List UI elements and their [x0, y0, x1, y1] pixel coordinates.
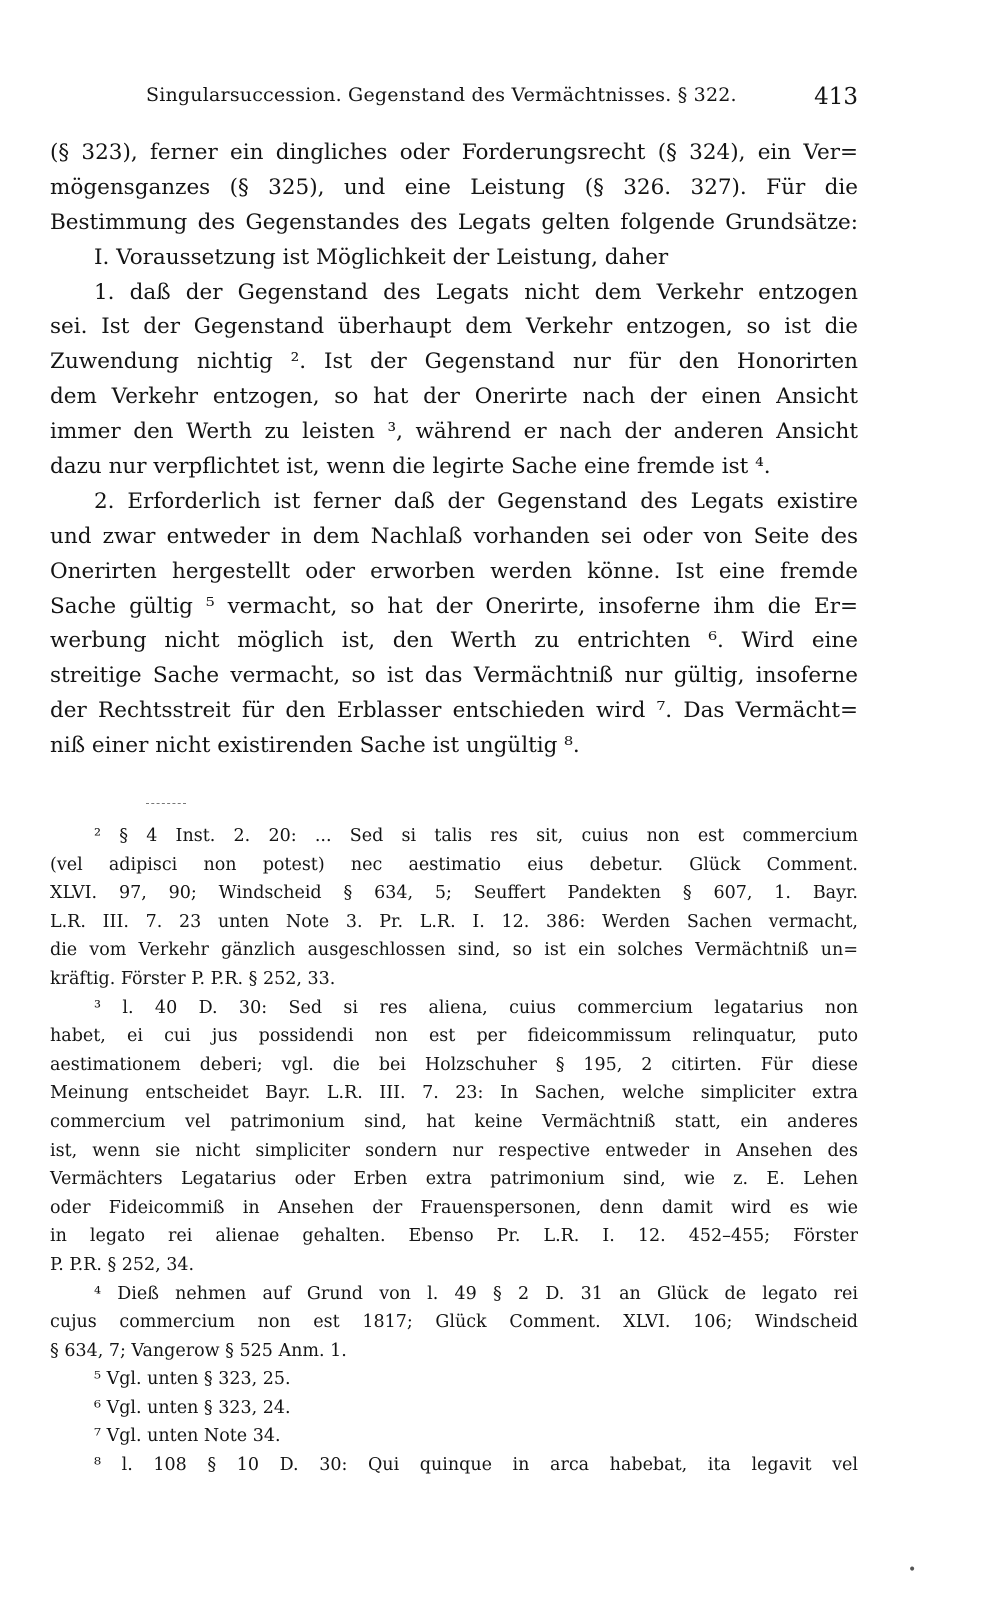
footnote-line: ⁴ Dieß nehmen auf Grund von l. 49 § 2 D. 31 an Glück de legato rei: [94, 1283, 858, 1304]
text-line: dazu nur verpflichtet ist, wenn die legirte Sache eine fremde ist ⁴.: [50, 454, 771, 480]
footnote-line: die vom Verkehr gänzlich ausgeschlossen sind, so ist ein solches Vermächtniß un=: [50, 940, 858, 961]
footnote-line: Vermächters Legatarius oder Erben extra patrimonium sind, wie z. E. Lehen: [50, 1169, 858, 1190]
page-number: 413: [814, 84, 858, 110]
text-line: (§ 323), ferner ein dingliches oder Forderungsrecht (§ 324), ein Ver=: [50, 140, 858, 165]
text-line: und zwar entweder in dem Nachlaß vorhanden sei oder von Seite des: [50, 523, 858, 549]
text-line: immer den Werth zu leisten ³, während er nach der anderen Ansicht: [50, 419, 858, 445]
text-line: niß einer nicht existirenden Sache ist ungültig ⁸.: [50, 733, 580, 759]
text-line: mögensganzes (§ 325), und eine Leistung (§ 326. 327). Für die: [50, 174, 858, 200]
footnote-line: ² § 4 Inst. 2. 20: ... Sed si talis res sit, cuius non est commercium: [94, 826, 858, 846]
footnote-line: cujus commercium non est 1817; Glück Comment. XLVI. 106; Windscheid: [50, 1312, 858, 1333]
text-line: werbung nicht möglich ist, den Werth zu entrichten ⁶. Wird eine: [50, 628, 858, 654]
footnote-line: P. P.R. § 252, 34.: [50, 1254, 195, 1275]
footnote-line: commercium vel patrimonium sind, hat keine Vermächtniß statt, ein anderes: [50, 1111, 858, 1132]
text-line: I. Voraussetzung ist Möglichkeit der Leistung, daher: [94, 244, 669, 270]
text-line: Zuwendung nichtig ². Ist der Gegenstand nur für den Honorirten: [50, 349, 858, 375]
footnote-line: L.R. III. 7. 23 unten Note 3. Pr. L.R. I. 12. 386: Werden Sachen vermacht,: [50, 911, 858, 932]
footnote-line: ⁵ Vgl. unten § 323, 25.: [94, 1369, 291, 1390]
text-line: 2. Erforderlich ist ferner daß der Gegenstand des Legats existire: [94, 488, 858, 514]
footnote-line: oder Fideicommiß in Ansehen der Frauenspersonen, denn damit wird es wie: [50, 1197, 858, 1218]
footnote-line: (vel adipisci non potest) nec aestimatio eius debetur. Glück Comment.: [50, 854, 858, 875]
text-line: Onerirten hergestellt oder erworben werden könne. Ist eine fremde: [50, 558, 858, 584]
margin-mark: •: [908, 1562, 917, 1578]
footnote-line: Meinung entscheidet Bayr. L.R. III. 7. 23: In Sachen, welche simpliciter extra: [50, 1083, 858, 1104]
footnote-line: ist, wenn sie nicht simpliciter sondern nur respective entweder in Ansehen des: [50, 1140, 858, 1161]
footnotes: [50, 822, 858, 1480]
text-line: Sache gültig ⁵ vermacht, so hat der Onerirte, insoferne ihm die Er=: [50, 593, 858, 619]
text-line: 1. daß der Gegenstand des Legats nicht dem Verkehr entzogen: [94, 279, 858, 305]
footnote-line: XLVI. 97, 90; Windscheid § 634, 5; Seuffert Pandekten § 607, 1. Bayr.: [50, 883, 858, 904]
footnote-line: habet, ei cui jus possidendi non est per fideicommissum relinquatur, puto: [50, 1026, 858, 1047]
footnote-line: ⁸ l. 108 § 10 D. 30: Qui quinque in arca habebat, ita legavit vel: [94, 1455, 858, 1476]
footnote-line: § 634, 7; Vangerow § 525 Anm. 1.: [50, 1340, 347, 1361]
text-line: sei. Ist der Gegenstand überhaupt dem Verkehr entzogen, so ist die: [50, 314, 858, 340]
footnote-line: aestimationem deberi; vgl. die bei Holzschuher § 195, 2 citirten. Für diese: [50, 1054, 858, 1075]
text-line: der Rechtsstreit für den Erblasser entschieden wird ⁷. Das Vermächt=: [50, 698, 858, 724]
footnote-line: ⁶ Vgl. unten § 323, 24.: [94, 1397, 291, 1418]
running-title: Singularsuccession. Gegenstand des Vermächtnisses. § 322.: [146, 84, 737, 106]
footnote-line: in legato rei alienae gehalten. Ebenso Pr. L.R. I. 12. 452–455; Förster: [50, 1226, 858, 1247]
footnote-line: ⁷ Vgl. unten Note 34.: [94, 1426, 281, 1447]
footnote-line: ³ l. 40 D. 30: Sed si res aliena, cuius commercium legatarius non: [94, 997, 858, 1018]
main-text: [50, 136, 858, 764]
text-line: streitige Sache vermacht, so ist das Vermächtniß nur gültig, insoferne: [50, 663, 858, 689]
text-line: Bestimmung des Gegenstandes des Legats gelten folgende Grundsätze:: [50, 209, 858, 235]
footnote-separator: [146, 803, 186, 804]
page-header: [146, 84, 858, 120]
text-line: dem Verkehr entzogen, so hat der Onerirte nach der einen Ansicht: [50, 384, 858, 410]
footnote-line: kräftig. Förster P. P.R. § 252, 33.: [50, 968, 336, 989]
